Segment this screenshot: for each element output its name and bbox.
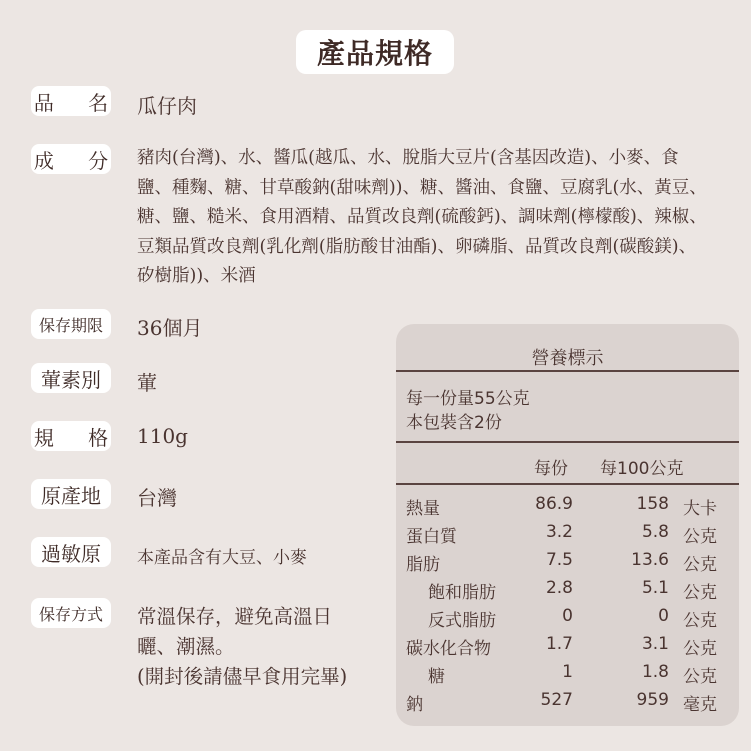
col-per-100g: 每100公克 xyxy=(600,459,684,479)
unit: 毫克 xyxy=(683,695,717,715)
nutrition-row xyxy=(396,634,739,662)
nutrient-name: 糖 xyxy=(428,667,445,687)
value-ingredients: 豬肉(台灣)、水、醬瓜(越瓜、水、脫脂大豆片(含基因改造)、小麥、食鹽、種麴、糖、甘草酸鈉(甜味劑))、糖、醬油、食鹽、豆腐乳(水、黃豆、糖、鹽、糙米、食用酒精、品質改良劑(硫酸鈣)、調味劑(檸檬酸)、辣椒、豆類品質改良劑(乳化劑(脂肪酸甘油酯)、卵磷脂、品質改良劑(碳酸鎂)、矽樹脂))、米酒 xyxy=(137,148,707,286)
per-100g-value: 3.1 xyxy=(641,634,669,654)
per-serving-value: 527 xyxy=(540,690,573,710)
nutrient-name: 蛋白質 xyxy=(406,527,457,547)
label-ingredients: 成 分 xyxy=(31,144,111,174)
nutrient-name: 碳水化合物 xyxy=(406,639,491,659)
per-100g-value: 13.6 xyxy=(631,550,669,570)
serving-size: 每一份量55公克 xyxy=(406,389,530,409)
nutrition-row xyxy=(396,690,739,718)
col-per-serving: 每份 xyxy=(534,459,568,479)
per-100g-value: 158 xyxy=(636,494,669,514)
storage-line-1: 常溫保存，避免高溫日 xyxy=(137,605,333,628)
nutrition-row xyxy=(396,494,739,522)
divider xyxy=(396,483,739,485)
value-spec: 110g xyxy=(137,424,188,448)
value-origin: 台灣 xyxy=(137,486,177,510)
unit: 公克 xyxy=(683,527,717,547)
nutrition-row xyxy=(396,578,739,606)
label-shelf-life: 保存期限 xyxy=(31,309,111,339)
per-serving-value: 3.2 xyxy=(545,522,573,542)
label-diet: 葷素別 xyxy=(31,363,111,393)
per-100g-value: 5.8 xyxy=(641,522,669,542)
per-serving-value: 0 xyxy=(562,606,573,626)
unit: 公克 xyxy=(683,555,717,575)
label-storage: 保存方式 xyxy=(31,598,111,628)
page-title: 產品規格 xyxy=(296,30,454,74)
storage-line-2: 曬、潮濕。 xyxy=(137,635,235,658)
nutrition-row xyxy=(396,550,739,578)
per-serving-value: 1 xyxy=(562,662,573,682)
label-allergen: 過敏原 xyxy=(31,537,111,567)
divider xyxy=(396,370,739,372)
unit: 公克 xyxy=(683,639,717,659)
value-shelf-life: 36個月 xyxy=(137,316,203,340)
storage-line-3: (開封後請儘早食用完畢) xyxy=(137,665,348,688)
label-name: 品 名 xyxy=(31,86,111,116)
per-serving-value: 86.9 xyxy=(535,494,573,514)
value-allergen: 本產品含有大豆、小麥 xyxy=(137,548,307,568)
value-storage xyxy=(137,602,387,692)
nutrition-row xyxy=(396,662,739,690)
value-diet: 葷 xyxy=(137,371,157,395)
label-spec: 規 格 xyxy=(31,421,111,451)
nutrition-row xyxy=(396,606,739,634)
unit: 公克 xyxy=(683,667,717,687)
label-origin: 原產地 xyxy=(31,479,111,509)
per-serving-value: 2.8 xyxy=(545,578,573,598)
nutrition-header: 營養標示 xyxy=(531,348,604,369)
per-100g-value: 959 xyxy=(636,690,669,710)
nutrition-row xyxy=(396,522,739,550)
nutrient-name: 脂肪 xyxy=(406,555,440,575)
nutrient-name: 反式脂肪 xyxy=(428,611,496,631)
divider xyxy=(396,441,739,443)
per-serving-value: 1.7 xyxy=(545,634,573,654)
unit: 公克 xyxy=(683,611,717,631)
servings-per-pack: 本包裝含2份 xyxy=(406,413,502,433)
per-serving-value: 7.5 xyxy=(545,550,573,570)
nutrition-panel xyxy=(396,324,739,726)
value-name: 瓜仔肉 xyxy=(137,94,197,118)
per-100g-value: 5.1 xyxy=(641,578,669,598)
per-100g-value: 0 xyxy=(658,606,669,626)
nutrient-name: 熱量 xyxy=(406,499,440,519)
unit: 公克 xyxy=(683,583,717,603)
nutrient-name: 飽和脂肪 xyxy=(428,583,496,603)
unit: 大卡 xyxy=(683,499,717,519)
per-100g-value: 1.8 xyxy=(641,662,669,682)
nutrient-name: 鈉 xyxy=(406,695,423,715)
